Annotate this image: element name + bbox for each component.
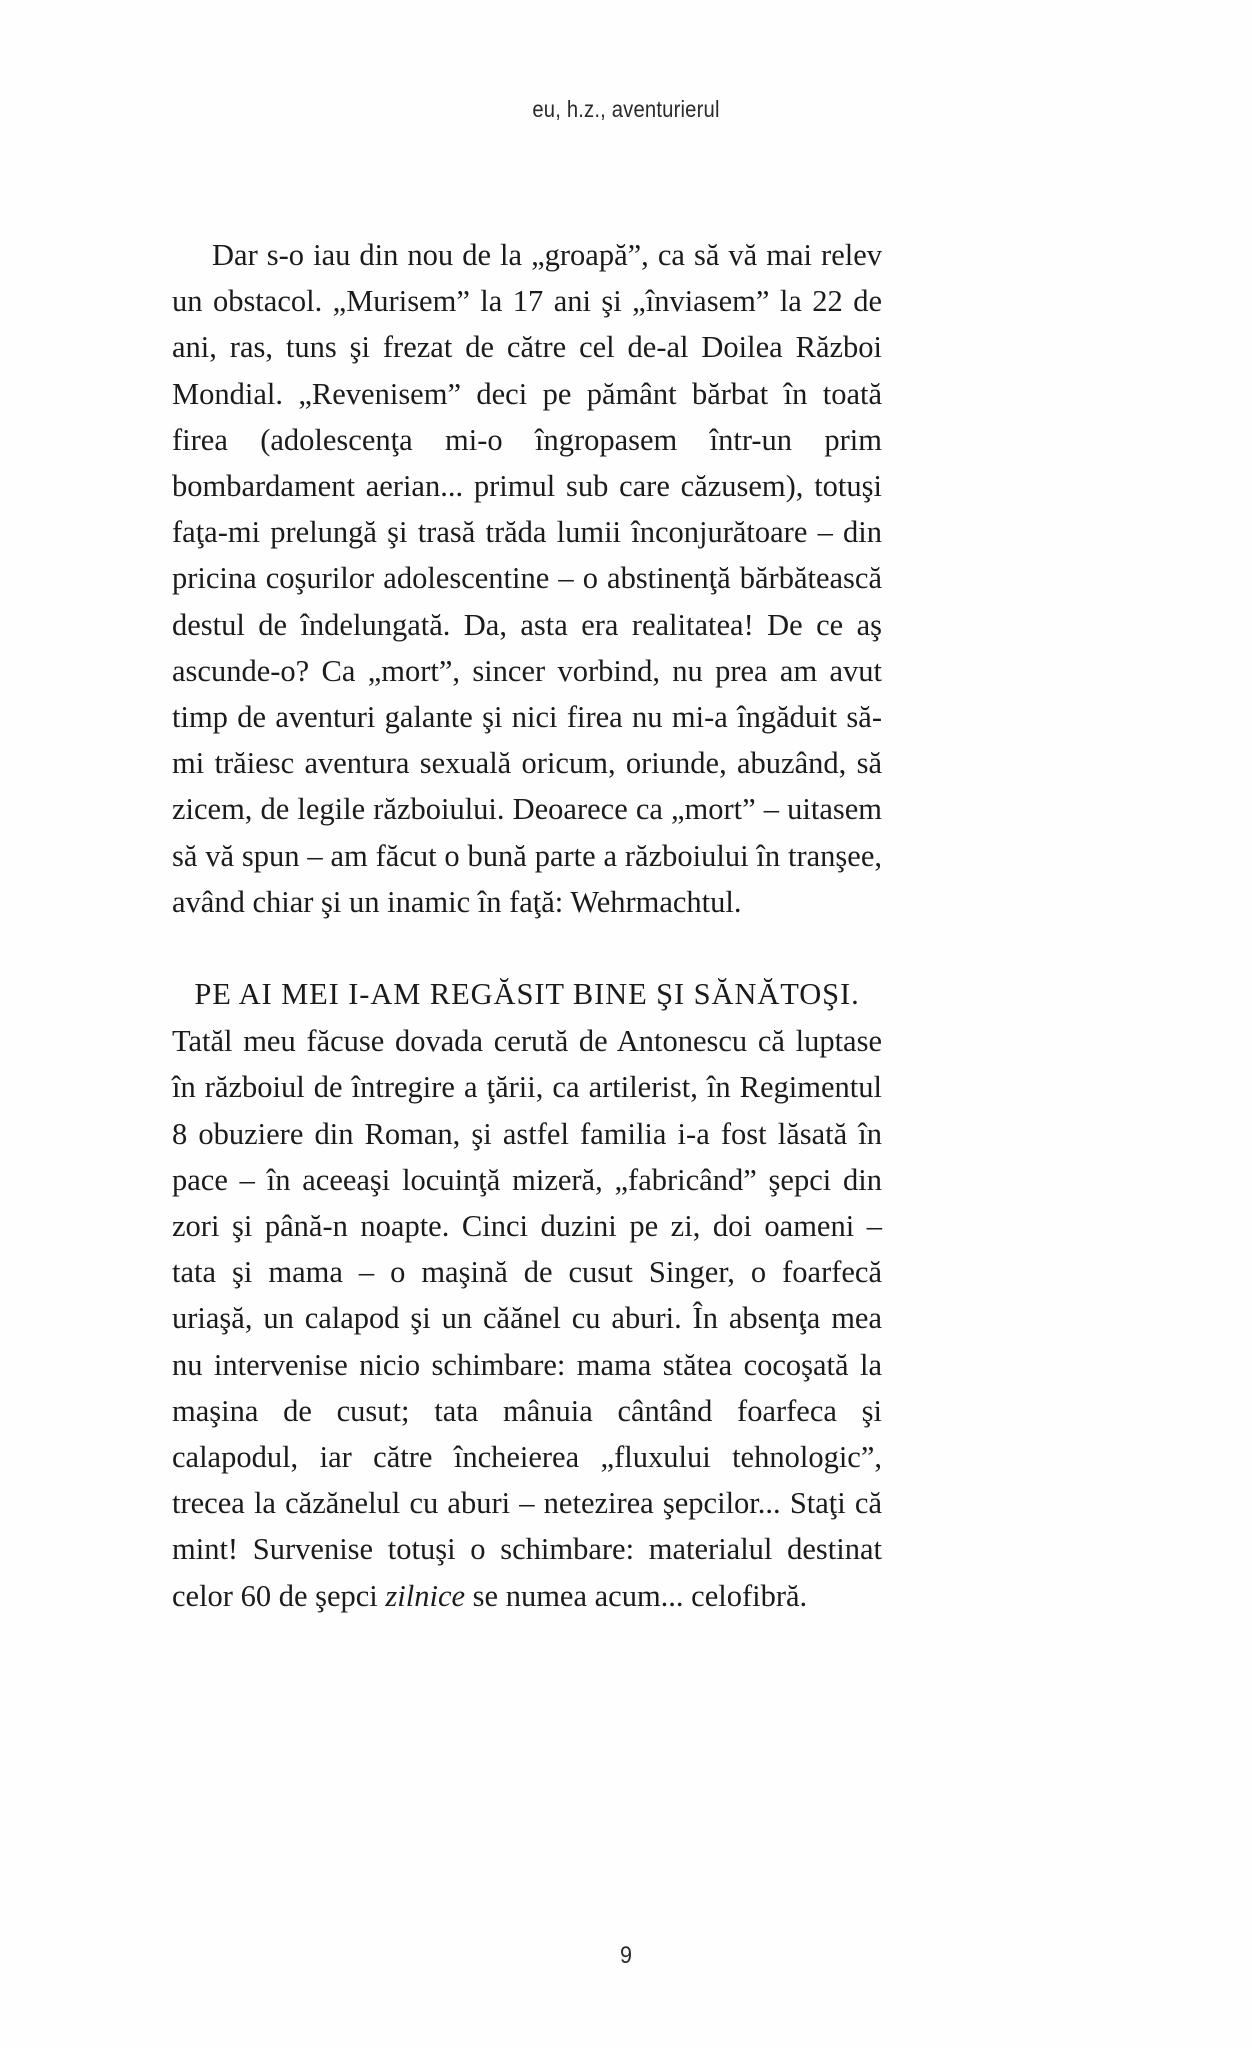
paragraph-second bbox=[172, 1018, 882, 1619]
text-block bbox=[172, 232, 882, 1619]
section-heading: PE AI MEI I-AM REGĂSIT BINE ŞI SĂNĂTOŞI. bbox=[194, 977, 860, 1012]
section-opener-block bbox=[172, 971, 882, 1017]
paragraph-second-part-a: Tatăl meu făcuse dovada cerută de Antonescu că luptase în războiul de întregire a ţării, ca artilerist, în Regimentul 8 obuziere din Roman, şi astfel familia i-a fost lăsată în pace – în aceeaşi locuinţă mizeră, „fabricând” şepci din zori şi până-n noapte. Cinci duzini pe zi, doi oameni – tata şi mama – o maşină de cusut Singer, o foarfecă uriaşă, un calapod şi un căănel cu aburi. În absenţa mea nu intervenise nicio schimbare: mama stătea cocoşată la maşina de cusut; tata mânuia cântând foarfeca şi calapodul, iar către încheierea „fluxului tehnologic”, trecea la căzănelul cu aburi – netezirea şepcilor... Staţi că mint! Survenise totuşi o schimbare: materialul destinat celor 60 de şepci bbox=[172, 1024, 882, 1613]
paragraph-spacer bbox=[172, 925, 882, 971]
paragraph-second-part-b: se numea acum... celofibră. bbox=[465, 1578, 808, 1613]
page-number: 9 bbox=[619, 1942, 633, 1969]
running-head: eu, h.z., aventurierul bbox=[532, 96, 720, 122]
emphasis-zilnice: zilnice bbox=[385, 1578, 466, 1613]
paragraph-first: Dar s-o iau din nou de la „groapă”, ca să vă mai relev un obstacol. „Murisem” la 17 ani şi „înviasem” la 22 de ani, ras, tuns şi frezat de către cel de-al Doilea Război Mondial. „Revenisem” deci pe pământ bărbat în toată firea (adolescenţa mi-o îngropasem într-un prim bombardament aerian... primul sub care căzusem), totuşi faţa-mi prelungă şi trasă trăda lumii înconjurătoare – din pricina coşurilor adolescentine – o abstinenţă bărbătească destul de îndelungată. Da, asta era realitatea! De ce aş ascunde-o? Ca „mort”, sincer vorbind, nu prea am avut timp de aventuri galante şi nici firea nu mi-a îngăduit să-mi trăiesc aventura sexuală oricum, oriunde, abuzând, să zicem, de legile războiului. Deoarece ca „mort” – uitasem să vă spun – am făcut o bună parte a războiului în tranşee, având chiar şi un inamic în faţă: Wehrmachtul. bbox=[172, 238, 882, 919]
